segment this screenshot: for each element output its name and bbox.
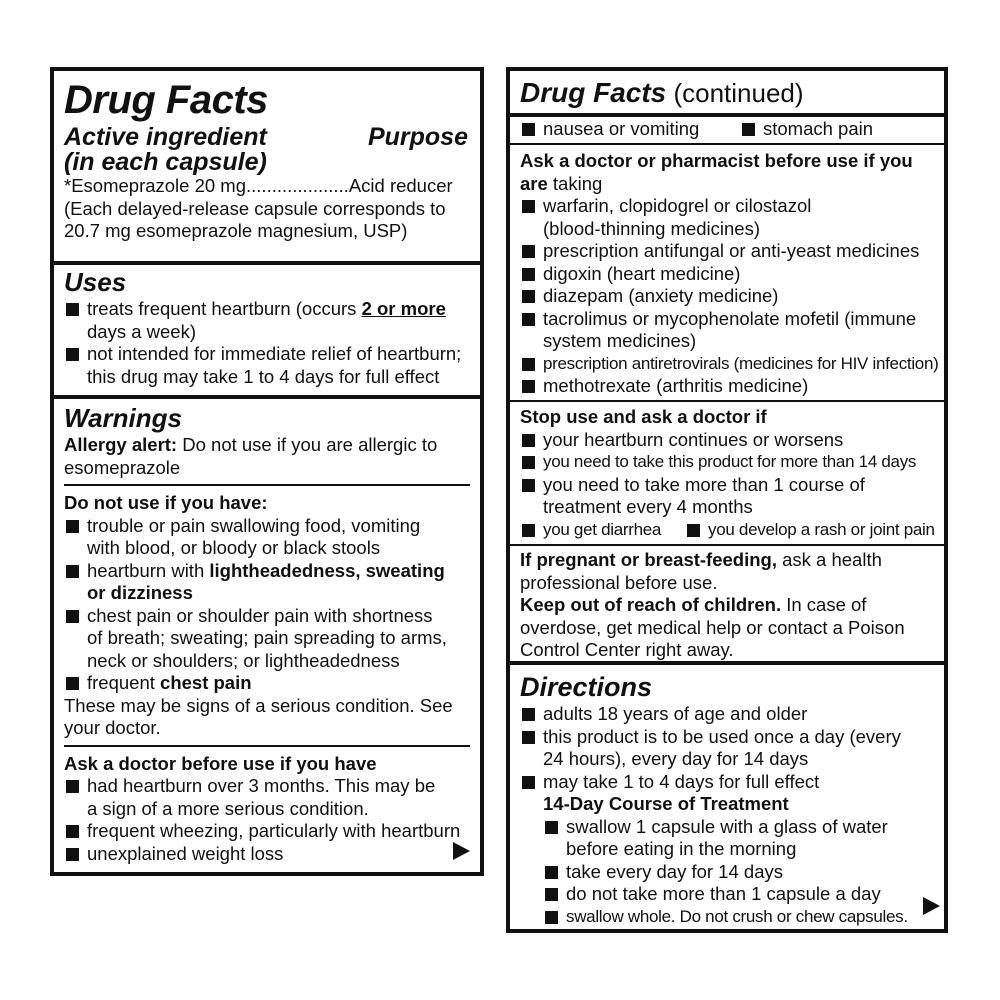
do-not-use-heading: Do not use if you have: [64, 492, 268, 513]
continued-arrow-icon [923, 897, 940, 915]
serious-condition-note-cont: your doctor. [64, 717, 161, 738]
keep-out-of-reach: Keep out of reach of children. In case of [520, 594, 867, 615]
course-item-cont: before eating in the morning [566, 838, 797, 859]
allergy-alert: Allergy alert: Do not use if you are allergic to [64, 434, 438, 455]
course-item: swallow 1 capsule with a glass of water [520, 816, 934, 839]
uses-heading: Uses [64, 267, 127, 297]
pregnancy-section [510, 546, 944, 665]
divider [64, 745, 470, 747]
serious-condition-note: These may be signs of a serious condition. See [64, 694, 453, 716]
do-not-use-item: heartburn with lightheadedness, sweating [64, 560, 470, 583]
pharmacist-item: prescription antifungal or anti-yeast medicines [520, 240, 934, 263]
ingredient-purpose: Acid reducer [348, 175, 453, 196]
uses-item: treats frequent heartburn (occurs 2 or more [64, 298, 470, 321]
do-not-use-item: trouble or pain swallowing food, vomiting [64, 515, 470, 538]
do-not-use-item-cont: or dizziness [87, 582, 193, 603]
do-not-use-item-cont: of breath; sweating; pain spreading to arms, [87, 627, 447, 648]
ingredient-note: (Each delayed-release capsule corresponds to [64, 197, 446, 219]
do-not-use-item: chest pain or shoulder pain with shortness [64, 605, 470, 628]
stop-use-item: you get diarrhea [520, 519, 661, 542]
pharmacist-heading-cont: are taking [520, 172, 603, 194]
stop-use-item: you need to take this product for more than 14 days [520, 451, 934, 474]
active-ingredient-subheading: (in each capsule) [64, 148, 267, 176]
ask-doctor-item: had heartburn over 3 months. This may be [64, 775, 470, 798]
pharmacist-section [510, 145, 944, 402]
directions-section [510, 665, 944, 929]
stop-use-item: your heartburn continues or worsens [520, 429, 934, 452]
do-not-use-item-cont: neck or shoulders; or lightheadedness [87, 649, 400, 671]
course-item: swallow whole. Do not crush or chew capsules. [520, 906, 934, 929]
drug-facts-title: Drug Facts [64, 78, 268, 122]
uses-item: not intended for immediate relief of heartburn; [64, 343, 470, 366]
stop-use-heading: Stop use and ask a doctor if [520, 406, 767, 427]
directions-item: this product is to be used once a day (every [520, 726, 934, 749]
pharmacist-item: diazepam (anxiety medicine) [520, 285, 934, 308]
pharmacist-item-cont: system medicines) [543, 330, 697, 351]
active-ingredient-heading: Active ingredient [64, 123, 267, 151]
pharmacist-item: methotrexate (arthritis medicine) [520, 375, 934, 398]
warning-item-nausea: nausea or vomiting [520, 118, 699, 141]
allergy-alert-cont: esomeprazole [64, 456, 181, 478]
continued-top-items [510, 117, 944, 145]
ask-doctor-item: frequent wheezing, particularly with heartburn [64, 820, 470, 843]
stop-use-item-cont: treatment every 4 months [543, 496, 753, 517]
ingredient-name: *Esomeprazole 20 mg.................... [64, 175, 349, 196]
drug-facts-panel-left [50, 67, 484, 876]
active-ingredient-section [54, 71, 480, 265]
continued-suffix: (continued) [666, 78, 804, 108]
directions-heading: Directions [520, 672, 653, 702]
pharmacist-item: digoxin (heart medicine) [520, 263, 934, 286]
pregnancy-warning-cont: professional before use. [520, 571, 718, 593]
ingredient-note-cont: 20.7 mg esomeprazole magnesium, USP) [64, 220, 408, 241]
directions-item-cont: 24 hours), every day for 14 days [543, 748, 809, 769]
pregnancy-warning: If pregnant or breast-feeding, ask a health [520, 549, 882, 570]
directions-item: may take 1 to 4 days for full effect [520, 771, 934, 794]
pharmacist-heading: Ask a doctor or pharmacist before use if you [520, 150, 913, 171]
keep-out-of-reach-cont: overdose, get medical help or contact a Poison [520, 616, 905, 638]
ask-doctor-item-cont: a sign of a more serious condition. [87, 797, 369, 819]
ask-doctor-item: unexplained weight loss [64, 843, 470, 866]
uses-item-cont: this drug may take 1 to 4 days for full effect [87, 365, 440, 387]
directions-item: adults 18 years of age and older [520, 703, 934, 726]
continued-header [510, 71, 944, 117]
pharmacist-item: warfarin, clopidogrel or cilostazol [520, 195, 934, 218]
pharmacist-item-cont: (blood-thinning medicines) [543, 217, 760, 239]
stop-use-item: you develop a rash or joint pain [685, 519, 935, 542]
do-not-use-item-cont: with blood, or bloody or black stools [87, 537, 381, 558]
continued-arrow-icon [453, 842, 470, 860]
uses-item-cont: days a week) [87, 320, 196, 342]
purpose-heading: Purpose [367, 123, 468, 151]
keep-out-of-reach-cont: Control Center right away. [520, 639, 734, 660]
continued-title: Drug Facts [520, 77, 667, 108]
course-of-treatment-heading: 14-Day Course of Treatment [543, 793, 789, 814]
stop-use-item: you need to take more than 1 course of [520, 474, 934, 497]
pharmacist-item: tacrolimus or mycophenolate mofetil (immune [520, 308, 934, 331]
warning-item-stomach: stomach pain [740, 118, 873, 141]
stop-use-section [510, 402, 944, 546]
divider [64, 484, 470, 486]
course-item: do not take more than 1 capsule a day [520, 883, 934, 906]
uses-section [54, 265, 480, 399]
pharmacist-item: prescription antiretrovirals (medicines for HIV infection) [520, 353, 934, 376]
drug-facts-panel-right [506, 67, 948, 933]
warnings-heading: Warnings [64, 403, 182, 433]
course-item: take every day for 14 days [520, 861, 934, 884]
do-not-use-item: frequent chest pain [64, 672, 470, 695]
warnings-section [54, 399, 480, 872]
ask-doctor-heading: Ask a doctor before use if you have [64, 752, 377, 774]
